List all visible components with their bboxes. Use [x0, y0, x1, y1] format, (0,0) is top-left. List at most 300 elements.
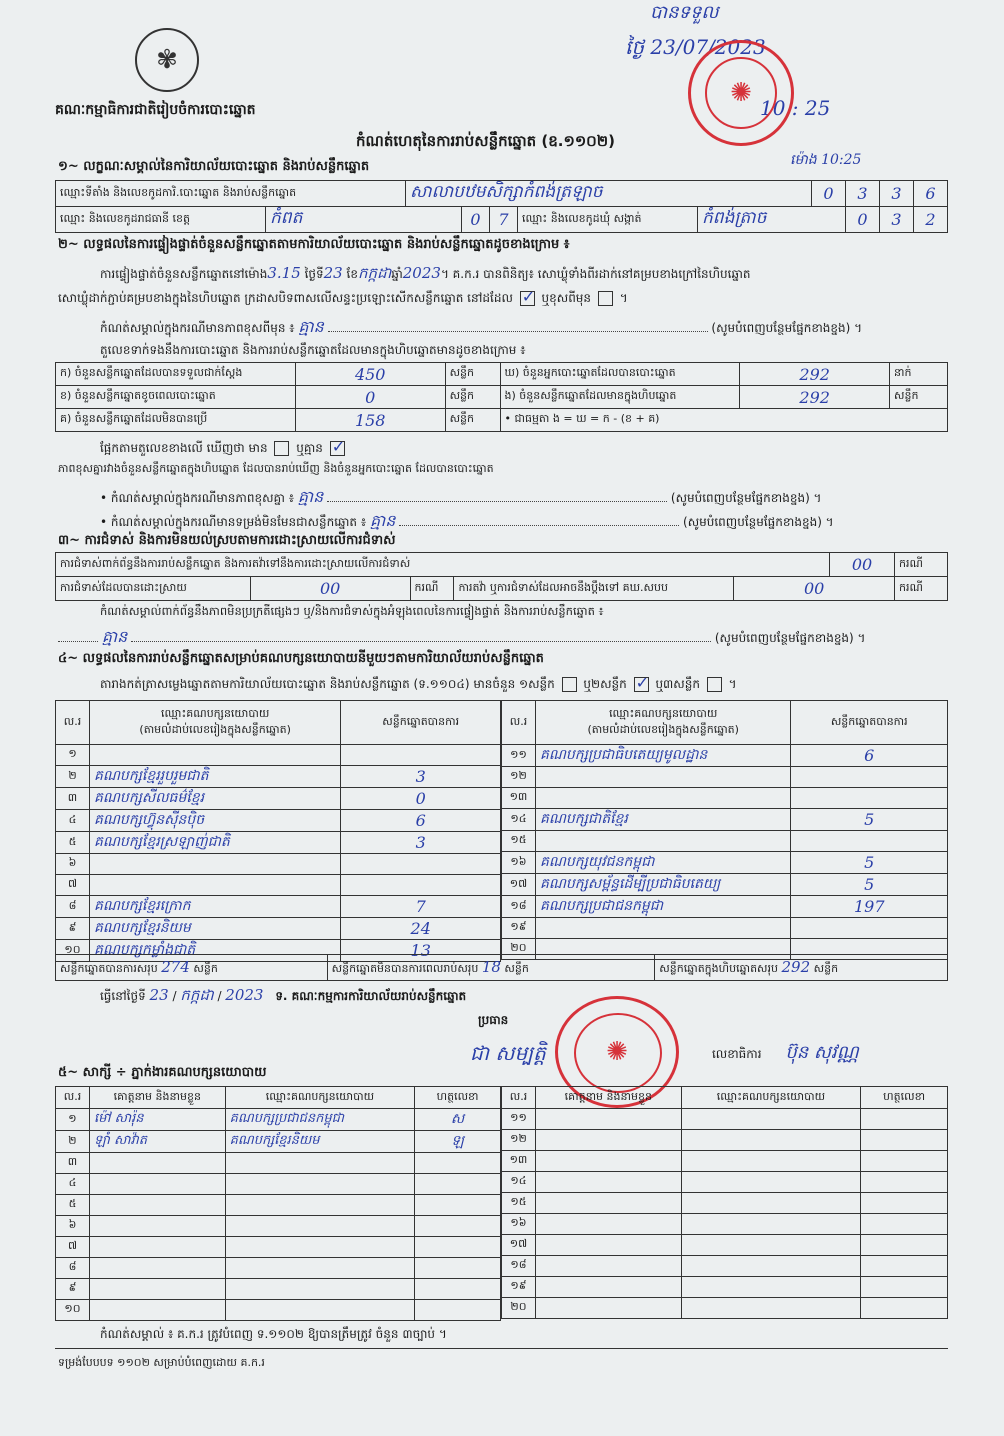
result-no: ១១ — [502, 745, 536, 767]
witness-empty-cell — [535, 1193, 681, 1214]
objection-unit: ករណី — [895, 553, 948, 577]
result-votes: 5 — [791, 809, 948, 831]
witness-name — [89, 1153, 225, 1174]
witness-name — [89, 1216, 225, 1237]
section2-title: ២~ លទ្ធផលនៃការផ្ទៀងផ្ទាត់ចំនួនសន្លឹកឆ្នោតតាមការិយាល័យបោះឆ្នោត និងរាប់សន្លឹកឆ្នោតដូចខាងក្រោម ៖ — [58, 237, 570, 252]
total-invalid-cell: សន្លឹកឆ្នោតមិនបានការពេលរាប់សរុប 18 សន្លឹក — [327, 955, 655, 981]
witness-table-right — [501, 1086, 948, 1319]
witness-col-party: ឈ្មោះគណបក្សនយោបាយ — [225, 1087, 415, 1109]
table-row — [502, 1277, 948, 1298]
table-row — [56, 896, 501, 918]
result-votes: 3 — [341, 832, 501, 854]
result-votes — [341, 745, 501, 766]
done-date-line: ធ្វើនៅថ្ងៃទី 23 / កក្កដា / 2023 ទ. គណៈកម្មការការិយាល័យរាប់សន្លឹកឆ្នោត — [100, 986, 467, 1004]
table-row — [56, 810, 501, 832]
table-row — [56, 745, 501, 766]
total-box-value: 292 — [781, 957, 811, 976]
fig-formula: • ជាធម្មតា ង = ឃ = ក - (ខ + គ) — [500, 409, 948, 432]
witness-signature: ឡ — [415, 1131, 501, 1153]
table-row — [56, 1131, 501, 1153]
witness-empty-cell — [535, 1298, 681, 1319]
witness-party — [225, 1195, 415, 1216]
two-sheet-checkbox[interactable] — [634, 677, 649, 692]
result-party — [89, 854, 340, 875]
verify-month: កក្កដា — [357, 264, 392, 282]
witness-empty-cell — [861, 1277, 948, 1298]
table-row — [56, 766, 501, 788]
witness-name — [89, 1237, 225, 1258]
table-row — [56, 875, 501, 896]
results-table-left — [55, 700, 501, 962]
result-votes: 24 — [341, 918, 501, 940]
table-row — [56, 1237, 501, 1258]
result-party: គណបក្សជាតិខ្មែរ — [535, 809, 791, 831]
result-no: ១៧ — [502, 874, 536, 896]
table-row — [502, 809, 948, 831]
result-votes — [791, 788, 948, 809]
fig-a-label: ក) ចំនួនសន្លឹកឆ្នោតដែលបានទទួលជាក់ស្តែង — [56, 363, 296, 386]
witness-no: ១ — [56, 1109, 90, 1131]
table-row — [502, 1151, 948, 1172]
difference-note-label: • កំណត់សម្គាល់ក្នុងករណីមានភាពខុសគ្នា ៖ — [100, 491, 295, 505]
witness-empty-cell — [861, 1172, 948, 1193]
witness-signature — [415, 1195, 501, 1216]
fig-a-unit: សន្លឹក — [445, 363, 500, 386]
witness-signature — [415, 1300, 501, 1321]
done-month: កក្កដា — [180, 986, 214, 1004]
province-value: កំពត — [270, 208, 303, 228]
result-party: គណបក្សសីលធម៌ខ្មែរ — [89, 788, 340, 810]
resolved-unit: ករណី — [410, 577, 454, 601]
witness-empty-cell — [535, 1256, 681, 1277]
form-title: កំណត់ហេតុនៃការរាប់សន្លឹកឆ្នោត (ឧ.១១០២) — [356, 132, 616, 150]
fig-d-value: 292 — [740, 363, 890, 386]
table-row — [502, 1298, 948, 1319]
result-party: គណបក្សយុវជនកម្ពុជា — [535, 852, 791, 874]
has-difference-checkbox[interactable] — [274, 441, 289, 456]
irregularity-note-label: កំណត់សម្គាល់ពាក់ព័ន្ធនឹងភាពមិនប្រក្រតីផ្សេងៗ ឬ/និងការជំទាស់ក្នុងអំឡុងពេលនៃការផ្ទៀងផ្ទាត់ និងការរាប់សន្លឹកឆ្នោត ៖ — [100, 604, 604, 618]
witness-empty-cell — [681, 1109, 861, 1130]
seal-text: សោឃ្លុំដាក់ភ្ជាប់គម្របខាងក្នុងនៃហិបឆ្នោត ក្រដាសបិទពាសលើសន្ទះប្រឡោះសើកសន្លឹកឆ្នោត នៅដដែល — [58, 291, 513, 305]
total-valid-cell: សន្លឹកឆ្នោតបានការសរុប 274 សន្លឹក — [56, 955, 328, 981]
table-row — [502, 1130, 948, 1151]
verify-text-c: ខែ — [346, 267, 358, 281]
section3-title: ៣~ ការជំទាស់ និងការមិនយល់ស្របតាមការដោះស្រាយលើការជំទាស់ — [58, 533, 396, 548]
witness-no: ៧ — [56, 1237, 90, 1258]
site-name-label: ឈ្មោះទីតាំង និងលេខកូដការិ.បោះឆ្នោត និងរាប់សន្លឹកឆ្នោត — [56, 181, 406, 207]
secretary-line — [712, 1040, 859, 1067]
verify-year: 2023 — [402, 264, 441, 282]
witness-empty-cell — [861, 1235, 948, 1256]
table-row — [56, 918, 501, 940]
commune-value: កំពង់ត្រាច — [702, 208, 767, 228]
total-box-label: សន្លឹកឆ្នោតក្នុងហិបឆ្នោតសរុប — [659, 961, 778, 975]
irregularity-note-value: គ្មាន — [101, 627, 128, 646]
commune-code-2: 3 — [880, 207, 914, 233]
witness-name: ម៉ៅ សារ៉ុន — [89, 1109, 225, 1131]
witness-party — [225, 1174, 415, 1195]
witness-name — [89, 1279, 225, 1300]
witness-empty-cell — [535, 1214, 681, 1235]
compare-text-b: ឬគ្មាន — [296, 441, 323, 455]
witness-name — [89, 1258, 225, 1279]
secretary-label: លេខាធិការ — [712, 1047, 762, 1061]
table-row — [56, 832, 501, 854]
witness-signature — [415, 1216, 501, 1237]
figures-table — [55, 362, 948, 432]
witness-col-party-right: ឈ្មោះគណបក្សនយោបាយ — [681, 1087, 861, 1109]
total-invalid-label: សន្លឹកឆ្នោតមិនបានការពេលរាប់សរុប — [331, 961, 479, 975]
table-row — [502, 767, 948, 788]
witness-empty-cell — [861, 1193, 948, 1214]
objection-value: 00 — [830, 553, 895, 577]
table-row — [56, 1279, 501, 1300]
fig-c-value: 158 — [295, 409, 445, 432]
witness-empty-cell — [861, 1256, 948, 1277]
chair-signature: ជា សម្បត្តិ — [470, 1041, 546, 1065]
difference-note-value: គ្មាន — [297, 487, 324, 506]
witness-signature: ស — [415, 1109, 501, 1131]
witness-no: ១៩ — [502, 1277, 536, 1298]
verification-paragraph — [100, 264, 751, 286]
result-no: ១០ — [56, 940, 90, 962]
witness-empty-cell — [535, 1130, 681, 1151]
witness-empty-cell — [681, 1214, 861, 1235]
total-box-cell: សន្លឹកឆ្នោតក្នុងហិបឆ្នោតសរុប 292 សន្លឹក — [655, 955, 948, 981]
witness-col-no-right: ល.រ — [502, 1087, 536, 1109]
result-no: ១៤ — [502, 809, 536, 831]
received-time: 10 : 25 — [760, 96, 831, 120]
result-no: ៩ — [56, 918, 90, 940]
site-code-1: 0 — [812, 181, 846, 207]
result-votes: 13 — [341, 940, 501, 962]
institution-name: គណៈកម្មាធិការជាតិរៀបចំការបោះឆ្នោត — [55, 102, 256, 118]
fig-d-label: ឃ) ចំនួនអ្នកបោះឆ្នោតដែលបានបោះឆ្នោត — [500, 363, 740, 386]
seal-paragraph: សោឃ្លុំដាក់ភ្ជាប់គម្របខាងក្នុងនៃហិបឆ្នោត ក្រដាសបិទពាសលើសន្ទះប្រឡោះសើកសន្លឹកឆ្នោត នៅដដែល ✓ ឬខុសពីមុន ។ — [58, 290, 628, 308]
witness-name — [89, 1174, 225, 1195]
received-date: ថ្ងៃ 23/07/2023 — [625, 35, 766, 59]
fig-a-value: 450 — [295, 363, 445, 386]
result-no: ៣ — [56, 788, 90, 810]
witness-no: ២ — [56, 1131, 90, 1153]
witness-signature — [415, 1237, 501, 1258]
resolved-value: 00 — [250, 577, 410, 601]
witness-empty-cell — [681, 1256, 861, 1277]
table-row — [502, 1109, 948, 1130]
witness-no: ១៤ — [502, 1172, 536, 1193]
result-party — [89, 875, 340, 896]
witness-empty-cell — [535, 1235, 681, 1256]
compare-text-a: ផ្អែកតាមតួលេខខាងលើ ឃើញថា មាន — [100, 441, 268, 455]
three-sheet-checkbox[interactable] — [707, 677, 722, 692]
section1-title: ១~ លក្ខណៈសម្គាល់នៃការិយាល័យបោះឆ្នោត និងរាប់សន្លឹកឆ្នោត — [58, 159, 370, 174]
witness-col-name-right: គោត្តនាម និងនាមខ្លួន — [535, 1087, 681, 1109]
result-votes — [791, 767, 948, 788]
witness-empty-cell — [535, 1172, 681, 1193]
witness-no: ១១ — [502, 1109, 536, 1130]
witness-no: ៥ — [56, 1195, 90, 1216]
nonballot-note-line — [100, 510, 834, 534]
table-row — [56, 1109, 501, 1131]
result-votes: 5 — [791, 852, 948, 874]
done-label: ធ្វើនៅថ្ងៃទី — [100, 989, 146, 1003]
three-sheet-text: ឬ៣សន្លឹក — [655, 677, 700, 691]
result-party — [535, 767, 791, 788]
witness-no: ៨ — [56, 1258, 90, 1279]
result-no: ១៨ — [502, 896, 536, 918]
one-sheet-checkbox[interactable] — [562, 677, 577, 692]
figures-intro: តួលេខទាក់ទងនឹងការបោះឆ្នោត និងការរាប់សន្លឹកឆ្នោតដែលមានក្នុងហិបឆ្នោតមានដូចខាងក្រោម ៖ — [100, 343, 526, 357]
witness-signature — [415, 1258, 501, 1279]
resolved-label: ការជំទាស់ដែលបានដោះស្រាយ — [56, 577, 251, 601]
result-votes: 6 — [791, 745, 948, 767]
witness-name — [89, 1195, 225, 1216]
witness-empty-cell — [861, 1214, 948, 1235]
result-party — [89, 745, 340, 766]
totals-table — [55, 954, 948, 981]
witness-no: ១៥ — [502, 1193, 536, 1214]
witness-empty-cell — [861, 1151, 948, 1172]
province-code-2: 7 — [490, 207, 518, 233]
section4-title: ៤~ លទ្ធផលនៃការរាប់សន្លឹកឆ្នោតសម្រាប់គណបក្សនយោបាយនីមួយៗតាមការិយាល័យរាប់សន្លឹកឆ្នោត — [58, 651, 544, 666]
witness-no: ១០ — [56, 1300, 90, 1321]
result-party: គណបក្សខ្មែរក្រោក — [89, 896, 340, 918]
seal-note-line — [100, 316, 862, 340]
result-party: គណបក្សហ៊្វុនស៊ីនប៉ិច — [89, 810, 340, 832]
result-votes: 7 — [341, 896, 501, 918]
stamp-icon-bottom: ✺ — [606, 1037, 628, 1067]
province-label: ឈ្មោះ និងលេខកូដរាជធានី ខេត្ត — [56, 207, 266, 233]
result-no: ១ — [56, 745, 90, 766]
commune-code-1: 0 — [846, 207, 880, 233]
difference-note-hint: (សូមបំពេញបន្ថែមផ្នែកខាងខ្នង) ។ — [670, 491, 822, 505]
result-votes: 197 — [791, 896, 948, 918]
appeal-label: ការតវ៉ា ឬការជំទាស់ដែលអាចនឹងប្តឹងទៅ គឃ.សបប — [454, 577, 734, 601]
section1-table-row2 — [55, 206, 948, 233]
stamp-icon: ✺ — [730, 78, 752, 108]
table-row — [502, 896, 948, 918]
result-no: ៧ — [56, 875, 90, 896]
no-difference-checkbox[interactable] — [330, 441, 345, 456]
witness-no: ១៣ — [502, 1151, 536, 1172]
witness-no: ៤ — [56, 1174, 90, 1195]
witness-party: គណបក្សប្រជាជនកម្ពុជា — [225, 1109, 415, 1131]
witness-name: ឡាំ សាវ៉ាត — [89, 1131, 225, 1153]
site-code-4: 6 — [914, 181, 948, 207]
results-col-party: ឈ្មោះគណបក្សនយោបាយ (តាមលំដាប់លេខរៀងក្នុងសន្លឹកឆ្នោត) — [89, 701, 340, 745]
table-row — [502, 852, 948, 874]
result-party: គណបក្សខ្មែរនិយម — [89, 918, 340, 940]
fig-d-unit: នាក់ — [890, 363, 948, 386]
result-party — [535, 918, 791, 939]
result-votes: 0 — [341, 788, 501, 810]
fig-e-value: 292 — [740, 386, 890, 409]
witness-party — [225, 1216, 415, 1237]
chair-label: ប្រធាន — [478, 1013, 509, 1027]
changed-checkbox[interactable] — [598, 291, 613, 306]
results-col-no-right: ល.រ — [502, 701, 536, 745]
site-code-2: 3 — [846, 181, 880, 207]
nonballot-note-value: គ្មាន — [369, 511, 396, 530]
result-votes — [791, 918, 948, 939]
footer-form-note: ទម្រង់បែបបទ ១១០២ សម្រាប់បំពេញដោយ គ.ក.រ — [58, 1356, 265, 1369]
witness-empty-cell — [681, 1277, 861, 1298]
done-day: 23 — [149, 986, 169, 1004]
witness-no: ១៦ — [502, 1214, 536, 1235]
results-col-no: ល.រ — [56, 701, 90, 745]
section1-table — [55, 180, 948, 207]
result-party — [535, 788, 791, 809]
verify-text-d: ឆ្នាំ — [391, 267, 403, 281]
table-row — [56, 1258, 501, 1279]
irregularity-note-line — [58, 626, 865, 650]
verify-day: 23 — [323, 264, 343, 282]
witness-empty-cell — [681, 1298, 861, 1319]
witness-col-no: ល.រ — [56, 1087, 90, 1109]
result-party: គណបក្សខ្មែររួបរួមជាតិ — [89, 766, 340, 788]
result-no: ៥ — [56, 832, 90, 854]
result-votes — [341, 875, 501, 896]
two-sheet-text: ឬ២សន្លឹក — [583, 677, 627, 691]
result-no: ២០ — [502, 939, 536, 960]
result-no: ១៦ — [502, 852, 536, 874]
result-party: គណបក្សខ្មែរស្រឡាញ់ជាតិ — [89, 832, 340, 854]
changed-text: ឬខុសពីមុន — [541, 291, 592, 305]
witness-party: គណបក្សខ្មែរនិយម — [225, 1131, 415, 1153]
results-table-right — [501, 700, 948, 960]
committee-label: ទ. គណៈកម្មការការិយាល័យរាប់សន្លឹកឆ្នោត — [275, 989, 467, 1003]
emblem-logo — [135, 28, 199, 92]
witness-empty-cell — [681, 1130, 861, 1151]
section5-title: ៥~ សាក្សី ÷ ភ្នាក់ងារគណបក្សនយោបាយ — [58, 1065, 267, 1080]
witness-signature — [415, 1153, 501, 1174]
result-no: ១៣ — [502, 788, 536, 809]
verify-text-a: ការផ្ទៀងផ្ទាត់ចំនួនសន្លឹកឆ្នោតនៅម៉ោង — [100, 267, 268, 281]
result-votes: 6 — [341, 810, 501, 832]
witness-empty-cell — [681, 1151, 861, 1172]
compare-text-c: ភាពខុសគ្នារវាងចំនួនសន្លឹកឆ្នោតក្នុងហិបឆ្នោត ដែលបានរាប់ឃើញ និងចំនួនអ្នកបោះឆ្នោត ដែលបានបោះឆ្នោត — [58, 462, 494, 475]
table-row — [502, 831, 948, 852]
result-votes — [341, 854, 501, 875]
unchanged-checkbox[interactable] — [520, 291, 535, 306]
fig-c-label: គ) ចំនួនសន្លឹកឆ្នោតដែលមិនបានប្រើ — [56, 409, 296, 432]
total-valid-label: សន្លឹកឆ្នោតបានការសរុប — [60, 961, 158, 975]
results-col-party-right: ឈ្មោះគណបក្សនយោបាយ (តាមលំដាប់លេខរៀងក្នុងសន្លឹកឆ្នោត) — [535, 701, 791, 745]
witness-party — [225, 1237, 415, 1258]
witness-no: ១៧ — [502, 1235, 536, 1256]
witness-empty-cell — [681, 1193, 861, 1214]
sheet-count-line: តារាងកត់ត្រាសម្លេងឆ្នោតតាមការិយាល័យបោះឆ្នោត និងរាប់សន្លឹកឆ្នោត (ទ.១១០៤) មានចំនួន ១សន្លឹក ឬ២សន្លឹក ✓ ឬ៣សន្លឹក ។ — [100, 676, 737, 694]
seal-note-hint: (សូមបំពេញបន្ថែមផ្នែកខាងខ្នង) ។ — [711, 321, 863, 335]
commune-code-3: 2 — [914, 207, 948, 233]
result-no: ១២ — [502, 767, 536, 788]
witness-no: ១២ — [502, 1130, 536, 1151]
result-no: ១៥ — [502, 831, 536, 852]
province-code-1: 0 — [462, 207, 490, 233]
secretary-signature: ប៊ុន សុវណ្ណ — [785, 1042, 859, 1063]
result-no: ១៩ — [502, 918, 536, 939]
done-year: 2023 — [225, 986, 264, 1004]
result-no: ២ — [56, 766, 90, 788]
site-code-3: 3 — [880, 181, 914, 207]
witness-no: ៦ — [56, 1216, 90, 1237]
table-row — [502, 918, 948, 939]
table-row — [502, 745, 948, 767]
footer-note: កំណត់សម្គាល់ ៖ គ.ក.រ ត្រូវបំពេញ ទ.១១០២ ឱ្យបានត្រឹមត្រូវ ចំនួន ៣ច្បាប់ ។ — [100, 1327, 447, 1341]
witness-signature — [415, 1174, 501, 1195]
witness-no: ១៨ — [502, 1256, 536, 1277]
witness-table-left — [55, 1086, 501, 1321]
objection-table-row2 — [55, 576, 948, 601]
witness-party — [225, 1300, 415, 1321]
table-row — [56, 1174, 501, 1195]
comparison-line — [100, 440, 348, 458]
witness-col-sig: ហត្ថលេខា — [415, 1087, 501, 1109]
irregularity-note-hint: (សូមបំពេញបន្ថែមផ្នែកខាងខ្នង) ។ — [714, 631, 866, 645]
witness-empty-cell — [535, 1277, 681, 1298]
witness-empty-cell — [861, 1109, 948, 1130]
objection-table — [55, 552, 948, 577]
result-votes: 5 — [791, 874, 948, 896]
sheet-count-text: តារាងកត់ត្រាសម្លេងឆ្នោតតាមការិយាល័យបោះឆ្នោត និងរាប់សន្លឹកឆ្នោត (ទ.១១០៤) មានចំនួន ១សន្លឹក — [100, 677, 555, 691]
result-party: គណបក្សប្រជាធិបតេយ្យមូលដ្ឋាន — [535, 745, 791, 767]
witness-signature — [415, 1279, 501, 1300]
results-col-votes-right: សន្លឹកឆ្នោតបានការ — [791, 701, 948, 745]
result-party: គណបក្សកម្លាំងជាតិ — [89, 940, 340, 962]
witness-col-sig-right: ហត្ថលេខា — [861, 1087, 948, 1109]
witness-empty-cell — [861, 1130, 948, 1151]
verify-text-e: ។ គ.ក.រ បានពិនិត្យ៖ សោឃ្លុំទាំងពីរដាក់នៅគម្របខាងក្រៅនៃហិបឆ្នោត — [440, 267, 751, 281]
fig-b-label: ខ) ចំនួនសន្លឹកឆ្នោតខូចពេលបោះឆ្នោត — [56, 386, 296, 409]
table-row — [502, 1214, 948, 1235]
table-row — [56, 1300, 501, 1321]
table-row — [56, 1216, 501, 1237]
objection-label: ការជំទាស់ពាក់ព័ន្ធនឹងការរាប់សន្លឹកឆ្នោត និងការតវ៉ាទៅនឹងការដោះស្រាយលើការជំទាស់ — [56, 553, 830, 577]
witness-empty-cell — [681, 1172, 861, 1193]
table-row — [56, 788, 501, 810]
nonballot-note-hint: (សូមបំពេញបន្ថែមផ្នែកខាងខ្នង) ។ — [683, 515, 834, 529]
seal-note-label: កំណត់សម្គាល់ក្នុងករណីមានភាពខុសពីមុន ៖ — [100, 321, 295, 335]
fig-b-value: 0 — [295, 386, 445, 409]
witness-empty-cell — [535, 1109, 681, 1130]
fig-e-label: ង) ចំនួនសន្លឹកឆ្នោតដែលមានក្នុងហិបឆ្នោត — [500, 386, 740, 409]
total-valid-value: 274 — [161, 957, 190, 976]
table-row — [502, 1256, 948, 1277]
table-row — [502, 1172, 948, 1193]
table-row — [502, 1193, 948, 1214]
table-row — [502, 874, 948, 896]
result-votes: 3 — [341, 766, 501, 788]
table-row — [56, 854, 501, 875]
seal-note-value: គ្មាន — [298, 317, 324, 336]
result-party: គណបក្សប្រជាជនកម្ពុជា — [535, 896, 791, 918]
witness-name — [89, 1300, 225, 1321]
verify-text-b: ថ្ងៃទី — [304, 267, 324, 281]
site-name-value: សាលាបឋមសិក្សាកំពង់ត្រឡាច — [410, 182, 603, 202]
witness-empty-cell — [681, 1235, 861, 1256]
received-note: ម៉ោង 10:25 — [790, 152, 862, 168]
fig-e-unit: សន្លឹក — [890, 386, 948, 409]
witness-party — [225, 1279, 415, 1300]
result-party — [535, 831, 791, 852]
fig-c-unit: សន្លឹក — [445, 409, 500, 432]
difference-note-line — [100, 486, 821, 510]
result-no: ៨ — [56, 896, 90, 918]
official-stamp-top — [688, 40, 794, 146]
witness-empty-cell — [861, 1298, 948, 1319]
emblem-icon: ✾ — [156, 45, 178, 75]
result-no: ៤ — [56, 810, 90, 832]
